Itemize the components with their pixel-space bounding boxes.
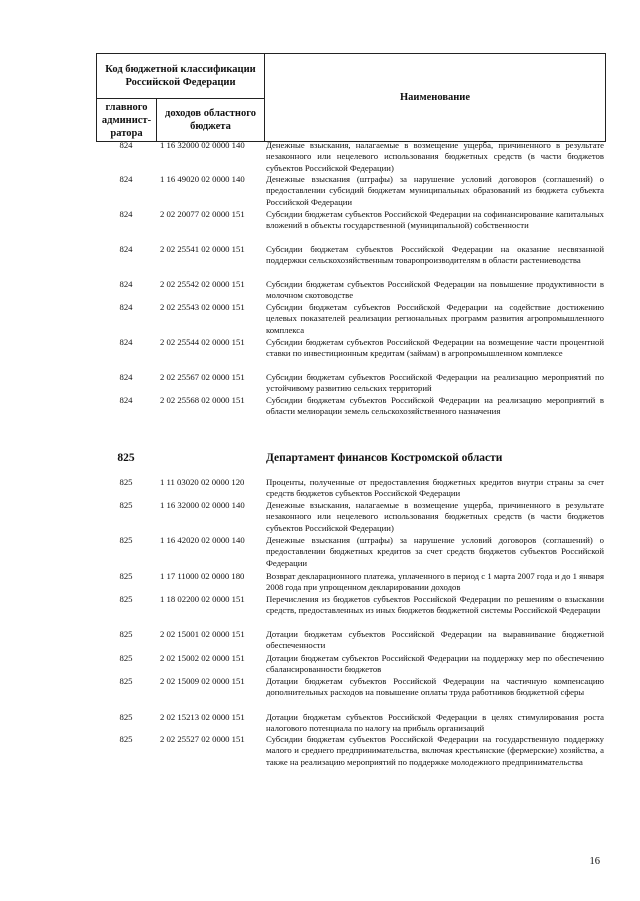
admin-code: 825: [119, 500, 133, 510]
admin-code: 824: [119, 279, 133, 289]
income-code: 2 02 15009 02 0000 151: [160, 676, 245, 686]
department-heading: [96, 419, 606, 477]
table-row: [96, 174, 606, 209]
income-code: 2 02 15001 02 0000 151: [160, 629, 245, 639]
income-code: 2 02 20077 02 0000 151: [160, 209, 245, 219]
page-number: 16: [589, 856, 600, 867]
income-name: Субсидии бюджетам субъектов Российской Федерации на повышение продуктивности в молочном скотоводстве: [266, 279, 604, 301]
table-row: [96, 372, 606, 395]
income-name: Перечисления из бюджетов субъектов Российской Федерации по решениям о взыскании средств, предоставленных из иных бюджетов бюджетной системы Российской Федерации: [266, 594, 604, 616]
admin-code: 824: [119, 372, 133, 382]
table-row: [96, 653, 606, 676]
table-row: [96, 395, 606, 419]
table-row: [96, 712, 606, 734]
income-name: Денежные взыскания, налагаемые в возмещение ущерба, причиненного в результате незаконного или нецелевого использования бюджетных средств (в части бюджетов субъектов Российской Федерации): [266, 500, 604, 533]
income-name: Субсидии бюджетам субъектов Российской Федерации на реализацию мероприятий в области мелиорации земель сельскохозяйственного назначения: [266, 395, 604, 417]
admin-code: 824: [119, 395, 133, 405]
income-code: 2 02 25541 02 0000 151: [160, 244, 245, 254]
admin-code: 825: [119, 712, 133, 722]
income-code: 2 02 25543 02 0000 151: [160, 302, 245, 312]
table-row: [96, 140, 606, 174]
table-row: [96, 500, 606, 535]
table-row: [96, 629, 606, 653]
admin-code: 825: [119, 676, 133, 686]
income-code: 1 16 49020 02 0000 140: [160, 174, 245, 184]
table-row: [96, 279, 606, 302]
admin-code: 824: [119, 337, 133, 347]
income-code: 1 16 32000 02 0000 140: [160, 140, 245, 150]
income-code: 2 02 15213 02 0000 151: [160, 712, 245, 722]
income-name: Проценты, полученные от предоставления бюджетных кредитов внутри страны за счет средств бюджетов субъектов Российской Федерации: [266, 477, 604, 499]
table-row: [96, 571, 606, 594]
income-code: 2 02 25544 02 0000 151: [160, 337, 245, 347]
income-name: Дотации бюджетам субъектов Российской Федерации на поддержку мер по обеспечению сбалансированности бюджетов: [266, 653, 604, 675]
admin-code: 825: [119, 594, 133, 604]
budget-code-header: Код бюджетной классификации Российской Федерации: [97, 54, 265, 99]
admin-code: 824: [119, 209, 133, 219]
income-code: 2 02 25567 02 0000 151: [160, 372, 245, 382]
department-code: 825: [117, 452, 135, 464]
admin-code: 825: [119, 535, 133, 545]
income-header: доходов областного бюджета: [157, 99, 265, 142]
income-code: 2 02 25542 02 0000 151: [160, 279, 245, 289]
admin-code: 824: [119, 244, 133, 254]
income-code: 1 16 32000 02 0000 140: [160, 500, 245, 510]
income-name: Субсидии бюджетам субъектов Российской Федерации на реализацию мероприятий по устойчивому развитию сельских территорий: [266, 372, 604, 394]
admin-code: 824: [119, 140, 133, 150]
table-header: [96, 53, 606, 142]
income-name: Денежные взыскания (штрафы) за нарушение условий договоров (соглашений) о предоставлении субсидий бюджетам муниципальных образований из бюджета субъекта Российской Федерации: [266, 174, 604, 207]
income-code: 2 02 15002 02 0000 151: [160, 653, 245, 663]
income-name: Дотации бюджетам субъектов Российской Федерации в целях стимулирования роста налогового потенциала по налогу на прибыль организаций: [266, 712, 604, 734]
table-row: [96, 535, 606, 571]
income-code: 1 17 11000 02 0000 180: [160, 571, 245, 581]
table-row: [96, 734, 606, 782]
table-row: [96, 594, 606, 629]
income-code: 1 16 42020 02 0000 140: [160, 535, 245, 545]
income-name: Субсидии бюджетам субъектов Российской Федерации на софинансирование капитальных вложений в объекты государственной (муниципальной) собственности: [266, 209, 604, 231]
admin-code: 825: [119, 629, 133, 639]
table-body: [96, 140, 606, 782]
table-row: [96, 244, 606, 279]
income-name: Субсидии бюджетам субъектов Российской Федерации на возмещение части процентной ставки по инвестиционным кредитам (займам) в агропромышленном комплексе: [266, 337, 604, 359]
table-row: [96, 337, 606, 372]
table-row: [96, 477, 606, 500]
income-code: 1 18 02200 02 0000 151: [160, 594, 245, 604]
table-row: [96, 209, 606, 244]
admin-header: главного админист-ратора: [97, 99, 157, 142]
income-code: 1 11 03020 02 0000 120: [160, 477, 245, 487]
income-name: Возврат декларационного платежа, уплаченного в период с 1 марта 2007 года и до 1 января 2008 года при упрощенном декларировании доходов: [266, 571, 604, 593]
income-name: Дотации бюджетам субъектов Российской Федерации на выравнивание бюджетной обеспеченности: [266, 629, 604, 651]
admin-code: 824: [119, 302, 133, 312]
income-code: 2 02 25527 02 0000 151: [160, 734, 245, 744]
table-row: [96, 676, 606, 712]
income-name: Денежные взыскания (штрафы) за нарушение условий договоров (соглашений) о предоставлении бюджетных кредитов за счет средств бюджетов субъектов Российской Федерации: [266, 535, 604, 568]
income-name: Денежные взыскания, налагаемые в возмещение ущерба, причиненного в результате незаконного или нецелевого использования бюджетных средств (в части бюджетов субъектов Российской Федерации): [266, 140, 604, 173]
admin-code: 825: [119, 477, 133, 487]
income-name: Субсидии бюджетам субъектов Российской Федерации на государственную поддержку малого и среднего предпринимательства, включая крестьянские (фермерские) хозяйства, а также на реализацию мероприятий по поддержке молодежного предпринимательства: [266, 734, 604, 767]
income-name: Субсидии бюджетам субъектов Российской Федерации на оказание несвязанной поддержки сельскохозяйственным товаропроизводителям в области растениеводства: [266, 244, 604, 266]
admin-code: 824: [119, 174, 133, 184]
table-row: [96, 302, 606, 337]
department-title: Департамент финансов Костромской области: [266, 452, 503, 464]
admin-code: 825: [119, 653, 133, 663]
income-name: Субсидии бюджетам субъектов Российской Федерации на содействие достижению целевых показателей реализации региональных программ развития агропромышленного комплекса: [266, 302, 604, 335]
name-header: Наименование: [265, 54, 606, 142]
admin-code: 825: [119, 734, 133, 744]
admin-code: 825: [119, 571, 133, 581]
income-name: Дотации бюджетам субъектов Российской Федерации на частичную компенсацию дополнительных расходов на повышение оплаты труда работников бюджетной сферы: [266, 676, 604, 698]
income-code: 2 02 25568 02 0000 151: [160, 395, 245, 405]
